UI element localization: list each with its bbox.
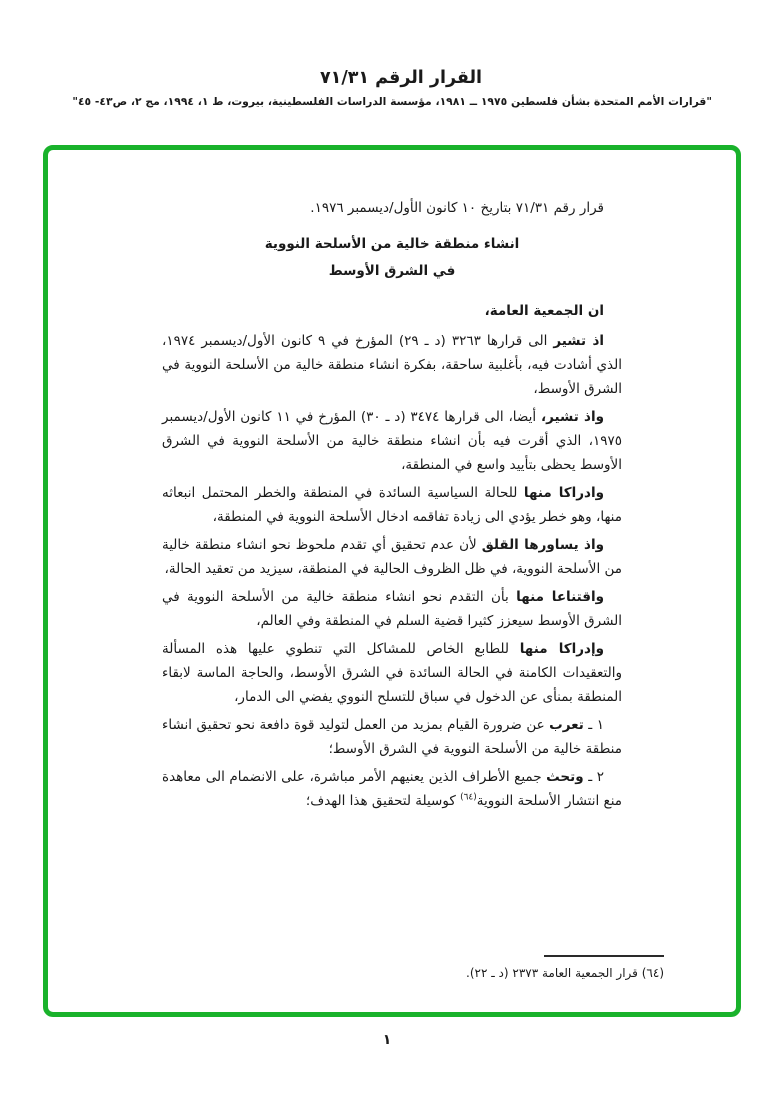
green-document-frame bbox=[43, 145, 741, 1017]
operative-paragraph-1 bbox=[162, 713, 622, 761]
paragraph-text: الى قرارها ٣٢٦٣ (د ـ ٢٩) المؤرخ في ٩ كانون الأول/ديسمبر ١٩٧٤، الذي أشادت فيه، بأغلبية ساحقة، بفكرة انشاء منطقة خالية من الأسلحة النووية في الشرق الأوسط، bbox=[162, 333, 622, 397]
preamble-paragraph-4 bbox=[162, 533, 622, 581]
footnote-64 bbox=[324, 964, 664, 982]
resolution-subtitle-line-1: انشاء منطقة خالية من الأسلحة النووية bbox=[264, 236, 520, 252]
paragraph-lead: واذ يساورها القلق bbox=[481, 537, 604, 553]
paragraph-lead: واقتناعا منها bbox=[516, 589, 604, 605]
source-citation-line: "قرارات الأمم المتحدة بشأن فلسطين ١٩٧٥ ــ ١٩٨١، مؤسسة الدراسات الفلسطينية، بيروت، ط ١، ١٩٩٤، مج ٢، ص٤٣- ٤٥" bbox=[72, 95, 712, 108]
paragraph-lead: اذ تشير bbox=[553, 333, 604, 349]
resolution-heading-line: قرار رقم ٧١/٣١ بتاريخ ١٠ كانون الأول/ديسمبر ١٩٧٦. bbox=[310, 200, 604, 216]
operative-paragraph-2 bbox=[162, 765, 622, 813]
paragraph-lead: وإدراكا منها bbox=[519, 641, 604, 657]
page-number: ١ bbox=[382, 1032, 392, 1048]
preamble-paragraph-1 bbox=[162, 329, 622, 401]
footnote-text: قرار الجمعية العامة ٢٣٧٣ (د ـ ٢٢). bbox=[466, 966, 638, 980]
preamble-paragraph-6 bbox=[162, 637, 622, 709]
paragraph-lead: واذ تشير، bbox=[540, 409, 604, 425]
item-number: ١ ـ bbox=[583, 717, 604, 733]
paragraph-text: للطابع الخاص للمشاكل التي تنطوي عليها هذه المسألة والتعقيدات الكامنة في الحالة السائدة في الشرق الأوسط، والحاجة الماسة لابقاء المنطقة بمنأى عن الدخول في سباق للتسلح النووي يفضي الى الدمار، bbox=[162, 641, 622, 705]
paragraph-text: أيضا، الى قرارها ٣٤٧٤ (د ـ ٣٠) المؤرخ في ١١ كانون الأول/ديسمبر ١٩٧٥، الذي أقرت فيه بأن انشاء منطقة خالية من الأسلحة النووية في الشرق الأوسط يحظى بتأييد واسع في المنطقة، bbox=[162, 409, 622, 473]
preamble-paragraph-3 bbox=[162, 481, 622, 529]
opening-phrase: ان الجمعية العامة، bbox=[484, 303, 604, 319]
page-header bbox=[72, 0, 712, 108]
paragraph-text: للحالة السياسية السائدة في المنطقة والخطر المحتمل انبعاثه منها، وهو خطر يؤدي الى زيادة تفاقمه ادخال الأسلحة النووية في المنطقة، bbox=[162, 485, 622, 525]
paragraph-text: جميع الأطراف الذين يعنيهم الأمر مباشرة، على الانضمام الى معاهدة منع انتشار الأسلحة النووية bbox=[162, 769, 622, 809]
footnote-area bbox=[324, 955, 664, 982]
resolution-number-title: القرار الرقم ٧١/٣١ bbox=[319, 68, 483, 88]
preamble-paragraph-2 bbox=[162, 405, 622, 477]
paragraph-text: بأن التقدم نحو انشاء منطقة خالية من الأسلحة النووية في الشرق الأوسط سيعزز كثيرا قضية السلم في المنطقة وفي العالم، bbox=[162, 589, 622, 629]
paragraph-lead: تعرب bbox=[549, 717, 584, 733]
paragraph-text: عن ضرورة القيام بمزيد من العمل لتوليد قوة دافعة نحو تحقيق انشاء منطقة خالية من الأسلحة النووية في الشرق الأوسط؛ bbox=[162, 717, 622, 757]
footnote-separator-rule bbox=[544, 955, 664, 957]
resolution-subtitle-line-2: في الشرق الأوسط bbox=[328, 263, 456, 279]
item-number: ٢ ـ bbox=[583, 769, 604, 785]
footnote-marker: (٦٤) bbox=[641, 966, 664, 980]
paragraph-lead: وتحث bbox=[546, 769, 584, 785]
resolution-body bbox=[162, 196, 622, 813]
paragraph-lead: وادراكا منها bbox=[523, 485, 604, 501]
paragraph-text: لأن عدم تحقيق أي تقدم ملحوظ نحو انشاء منطقة خالية من الأسلحة النووية، في ظل الظروف الحالية في المنطقة، سيزيد من تعقيد الحالة، bbox=[162, 537, 622, 577]
paragraph-text: كوسيلة لتحقيق هذا الهدف؛ bbox=[305, 793, 461, 809]
preamble-paragraph-5 bbox=[162, 585, 622, 633]
footnote-reference-64: (٦٤) bbox=[460, 792, 477, 803]
